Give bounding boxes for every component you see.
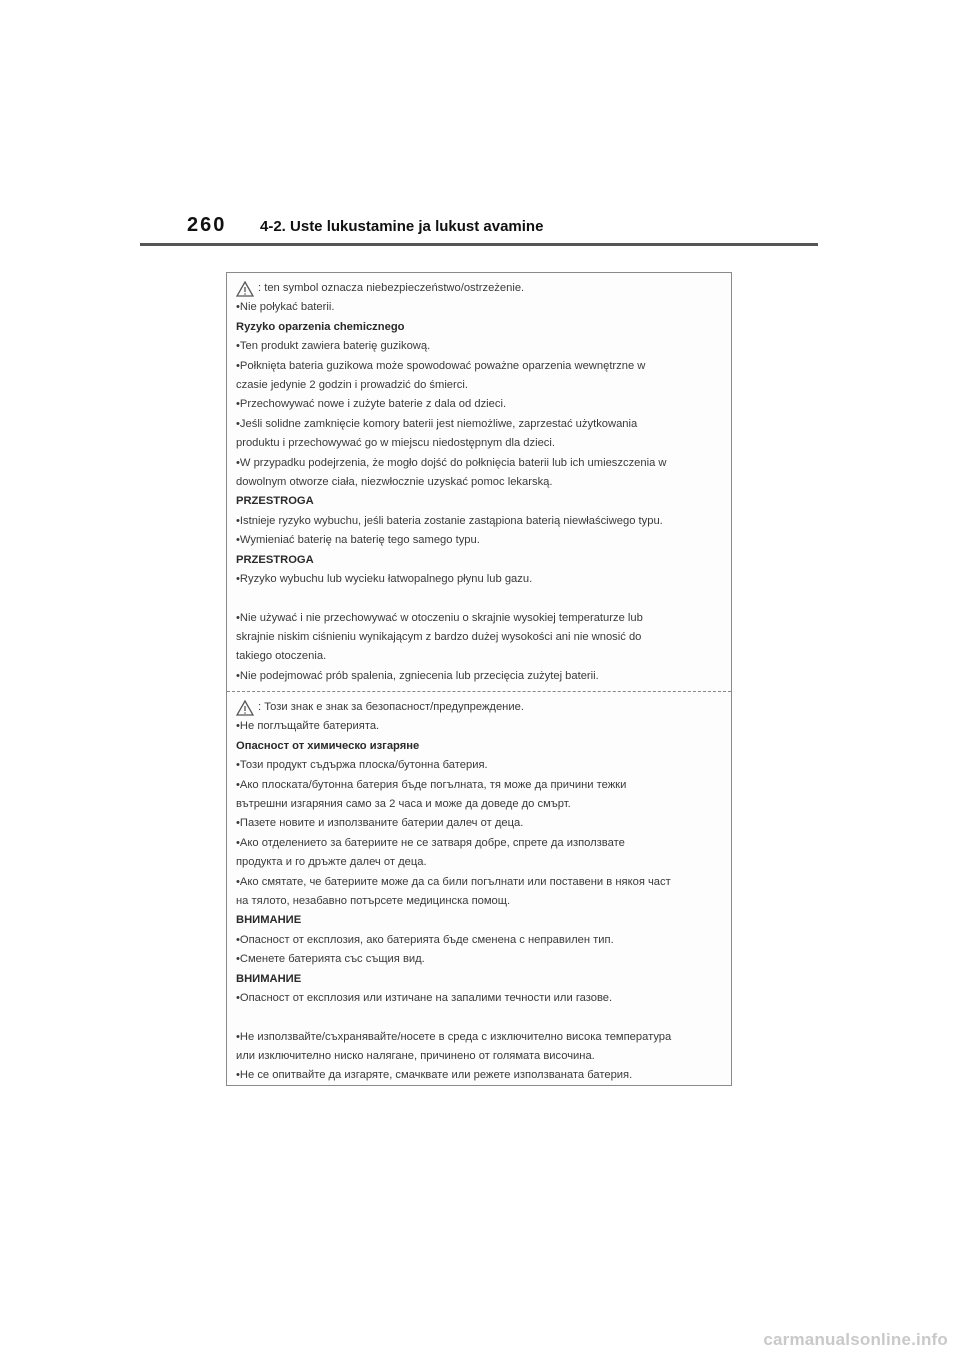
warning-text-line: •Jeśli solidne zamknięcie komory baterii jest niemożliwe, zaprzestać użytkowania	[236, 417, 638, 430]
warning-heading: ВНИМАНИЕ	[236, 914, 302, 927]
warning-section-polish	[227, 273, 731, 691]
warning-text-line: dowolnym otworze ciała, niezwłocznie uzyskać pomoc lekarską.	[236, 476, 553, 489]
warning-lines-bulgarian	[236, 717, 721, 1085]
warning-heading: ВНИМАНИЕ	[236, 972, 302, 985]
warning-text-line: •W przypadku podejrzenia, że mogło dojść do połknięcia baterii lub ich umieszczenia w	[236, 456, 667, 469]
warning-text-line: takiego otoczenia.	[236, 650, 327, 663]
symbol-line	[236, 279, 721, 298]
warning-text-line: •Ако плоската/бутонна батерия бъде погълната, тя може да причини тежки	[236, 778, 627, 791]
warning-heading: PRZESTROGA	[236, 553, 314, 566]
warning-text-line: •Wymieniać baterię na baterię tego samego typu.	[236, 534, 480, 547]
warning-text-line: •Nie połykać baterii.	[236, 301, 335, 314]
warning-triangle-icon	[236, 700, 254, 716]
page-number: 260	[187, 214, 227, 236]
warning-text-line: •Този продукт съдържа плоска/бутонна батерия.	[236, 759, 488, 772]
warning-text-line: •Istnieje ryzyko wybuchu, jeśli bateria zostanie zastąpiona baterią niewłaściwego typu.	[236, 514, 663, 527]
symbol-description: : Този знак е знак за безопасност/предупреждение.	[258, 701, 524, 713]
warning-text-line: •Опасност от експлозия, ако батерията бъде сменена с неправилен тип.	[236, 933, 614, 946]
warning-heading: PRZESTROGA	[236, 495, 314, 508]
warning-text-line: czasie jedynie 2 godzin i prowadzić do śmierci.	[236, 379, 468, 392]
warning-text-line: •Ten produkt zawiera baterię guzikową.	[236, 340, 431, 353]
warning-text-line: •Ryzyko wybuchu lub wycieku łatwopalnego płynu lub gazu.	[236, 573, 533, 586]
watermark: carmanualsonline.info	[763, 1330, 948, 1349]
warning-text-line: на тялото, незабавно потърсете медицинска помощ.	[236, 895, 511, 908]
warning-heading: Опасност от химическо изгаряне	[236, 739, 420, 752]
symbol-description: : ten symbol oznacza niebezpieczeństwo/ostrzeżenie.	[258, 282, 525, 294]
warning-text-line: •Nie używać i nie przechowywać w otoczeniu o skrajnie wysokiej temperaturze lub	[236, 611, 643, 624]
section-title: 4-2. Uste lukustamine ja lukust avamine	[260, 218, 544, 235]
warning-heading: Ryzyko oparzenia chemicznego	[236, 320, 405, 333]
warning-text-line: или изключително ниско налягане, причинено от голямата височина.	[236, 1049, 595, 1062]
warning-text-line: skrajnie niskim ciśnieniu wynikającym z bardzo dużej wysokości ani nie wnosić do	[236, 630, 642, 643]
warning-text-line: •Przechowywać nowe i zużyte baterie z dala od dzieci.	[236, 398, 507, 411]
warning-text-line: produktu i przechowywać go w miejscu niedostępnym dla dzieci.	[236, 437, 555, 450]
warning-lines-polish	[236, 298, 721, 686]
warning-section-bulgarian	[227, 691, 731, 1091]
warning-text-line: •Ако отделението за батериите не се затваря добре, спрете да използвате	[236, 836, 625, 849]
warning-triangle-icon	[236, 281, 254, 297]
warning-text-line: •Не се опитвайте да изгаряте, смачквате или режете използваната батерия.	[236, 1069, 633, 1082]
warning-text-line: продукта и го дръжте далеч от деца.	[236, 856, 427, 869]
warning-text-line: •Пазете новите и използваните батерии далеч от деца.	[236, 817, 524, 830]
battery-warning-box	[226, 272, 732, 1086]
warning-text-line: •Не поглъщайте батерията.	[236, 720, 380, 733]
warning-text-line: •Сменете батерията със същия вид.	[236, 953, 425, 966]
warning-text-line: •Połknięta bateria guzikowa może spowodować poważne oparzenia wewnętrzne w	[236, 359, 646, 372]
warning-text-line: •Ако смятате, че батериите може да са били погълнати или поставени в някоя част	[236, 875, 671, 888]
page-header	[0, 0, 960, 250]
warning-text-line: вътрешни изгаряния само за 2 часа и може да доведе до смърт.	[236, 798, 571, 811]
symbol-line	[236, 698, 721, 717]
warning-text-line: •Nie podejmować prób spalenia, zgniecenia lub przecięcia zużytej baterii.	[236, 669, 599, 682]
header-divider	[140, 243, 818, 246]
warning-text-line: •Опасност от експлозия или изтичане на запалими течности или газове.	[236, 992, 613, 1005]
warning-text-line: •Не използвайте/съхранявайте/носете в среда с изключително висока температура	[236, 1030, 672, 1043]
